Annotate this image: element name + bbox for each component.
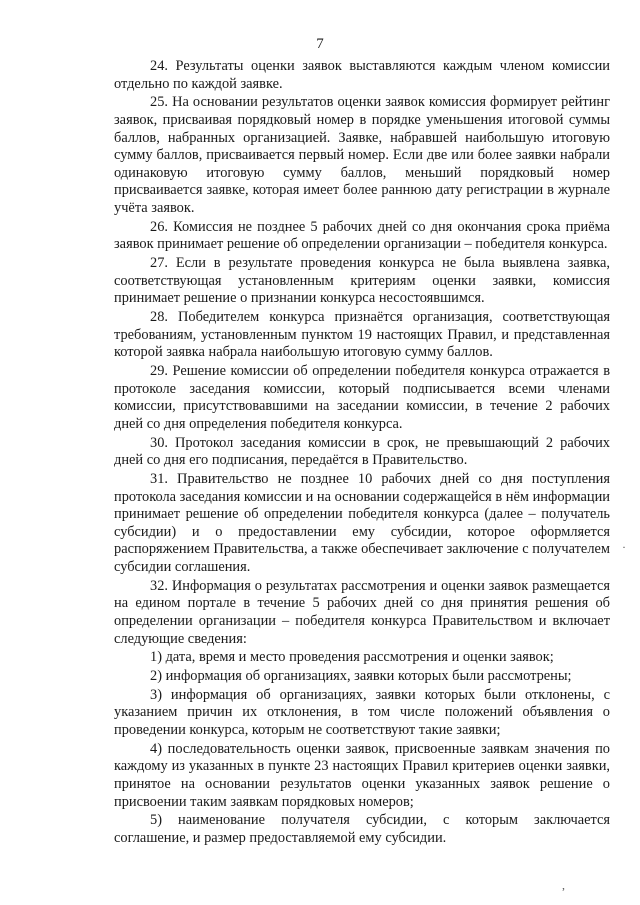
paragraph-25: 25. На основании результатов оценки заявок комиссия формирует рейтинг заявок, присваивая порядковый номер в порядке уменьшения итоговой суммы баллов, набранных организацией. Заявке, набравшей наибольшую итоговую сумму баллов, присваивается первый номер. Если две или более заявки набрали одинаковую итоговую сумму баллов, меньший порядковый номер присваивается заявке, которая имеет более раннюю дату регистрации в журнале учёта заявок. (114, 94, 610, 216)
paragraph-24: 24. Результаты оценки заявок выставляются каждым членом комиссии отдельно по каждой заявке. (114, 58, 610, 92)
paragraph-32: 32. Информация о результатах рассмотрения и оценки заявок размещается на едином портале в течение 5 рабочих дней со дня принятия решения об определении организации – победителя конкурса Правительством и включает следующие сведения: (114, 577, 610, 647)
list-item-4: 4) последовательность оценки заявок, присвоенные заявкам значения по каждому из указанных в пункте 23 настоящих Правил критериев оценки заявки, принятое на основании результатов оценки указанных заявок решение о присвоении таким заявкам порядковых номеров; (114, 740, 610, 810)
paragraph-31: 31. Правительство не позднее 10 рабочих дней со дня поступления протокола заседания комиссии и на основании содержащейся в нём информации принимает решение об определении победителя конкурса (далее – получатель субсидии) и о предоставлении ему субсидии, которое оформляется распоряжением Правительства, а также обеспечивает заключение с получателем субсидии соглашения. (114, 470, 610, 575)
paragraph-28: 28. Победителем конкурса признаётся организация, соответствующая требованиям, установленным пунктом 19 настоящих Правил, и представленная которой заявка набрала наибольшую итоговую сумму баллов. (114, 309, 610, 361)
page-number: 7 (316, 36, 324, 52)
paragraph-29: 29. Решение комиссии об определении победителя конкурса отражается в протоколе заседания комиссии, который подписывается всеми членами комиссии, присутствовавшими на заседании комиссии, в течение 2 рабочих дней со дня определения победителя конкурса. (114, 363, 610, 432)
margin-mark: · (622, 540, 626, 554)
list-item-3: 3) информация об организациях, заявки которых были отклонены, с указанием причин их отклонения, в том числе положений объявления о проведении конкурса, которым не соответствуют такие заявки; (114, 686, 610, 739)
document-body (114, 58, 610, 849)
list-item-5: 5) наименование получателя субсидии, с которым заключается соглашение, и размер предоставляемой ему субсидии. (114, 812, 610, 846)
paragraph-26: 26. Комиссия не позднее 5 рабочих дней со дня окончания срока приёма заявок принимает решение об определении организации – победителя конкурса. (114, 218, 610, 253)
list-item-1: 1) дата, время и место проведения рассмотрения и оценки заявок; (150, 649, 554, 666)
margin-mark: , (562, 878, 565, 892)
paragraph-30: 30. Протокол заседания комиссии в срок, не превышающий 2 рабочих дней со дня его подписания, передаётся в Правительство. (114, 434, 610, 469)
list-item-2: 2) информация об организациях, заявки которых были рассмотрены; (150, 668, 572, 685)
paragraph-27: 27. Если в результате проведения конкурса не была выявлена заявка, соответствующая установленным критериям оценки заявки, комиссия принимает решение о признании конкурса несостоявшимся. (114, 255, 610, 307)
